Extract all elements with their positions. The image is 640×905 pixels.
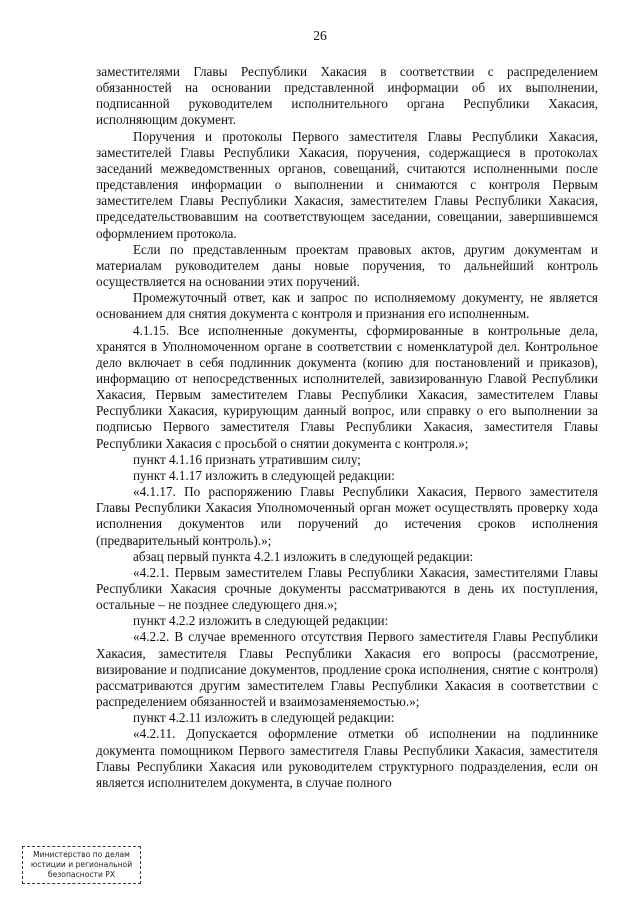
paragraph-13: пункт 4.2.11 изложить в следующей редакции: xyxy=(133,710,395,726)
paragraph-4: Промежуточный ответ, как и запрос по исполняемому документу, не является основанием для снятия документа с контроля и признания его исполненным. xyxy=(96,290,598,322)
paragraph-12: «4.2.2. В случае временного отсутствия Первого заместителя Главы Республики Хакасия, заместителя Главы Республики Хакасия его вопросы (рассмотрение, визирование и подписание документов, продление срока исполнения, снятие с контроля) рассматриваются другим заместителем Главы Республики Хакасия в соответствии с распределением обязанностей и взаимозаменяемостью.»; xyxy=(96,629,598,710)
page-number: 26 xyxy=(313,28,327,43)
stamp-line-3: безопасности РХ xyxy=(47,870,116,879)
paragraph-8: «4.1.17. По распоряжению Главы Республики Хакасия, Первого заместителя Главы Республики Хакасия Уполномоченный орган может осуществлять проверку хода исполнения документов или поручений до истечения сроков исполнения (предварительный контроль).»; xyxy=(96,484,598,548)
paragraph-9: абзац первый пункта 4.2.1 изложить в следующей редакции: xyxy=(133,548,474,564)
paragraph-10: «4.2.1. Первым заместителем Главы Республики Хакасия, заместителями Главы Республики Хакасия срочные документы рассматриваются в день их поступления, остальные – не позднее следующего дня.»; xyxy=(96,564,598,613)
paragraph-3: Если по представленным проектам правовых актов, другим документам и материалам руководителем даны новые поручения, то дальнейший контроль осуществляется на основании этих поручений. xyxy=(96,241,598,290)
paragraph-11: пункт 4.2.2 изложить в следующей редакции: xyxy=(133,613,389,629)
paragraph-14: «4.2.11. Допускается оформление отметки об исполнении на подлиннике документа помощником Первого заместителя Главы Республики Хакасия, заместителя Главы Республики Хакасия или руководителем структурного подразделения, если он является исполнителем документа, в случае полного xyxy=(96,726,598,790)
paragraph-1: заместителями Главы Республики Хакасия в соответствии с распределением обязанностей на основании представленной информации об их выполнении, подписанной руководителем исполнительного органа Республики Хакасия, исполняющим документ. xyxy=(96,64,598,128)
stamp-line-1: Министерство по делам xyxy=(33,850,130,859)
paragraph-6: пункт 4.1.16 признать утратившим силу; xyxy=(133,451,361,467)
paragraph-7: пункт 4.1.17 изложить в следующей редакции: xyxy=(133,467,395,483)
ministry-stamp xyxy=(22,846,141,884)
paragraph-2: Поручения и протоколы Первого заместителя Главы Республики Хакасия, заместителей Главы Республики Хакасия, поручения, содержащиеся в протоколах заседаний межведомственных органов, совещаний, считаются исполненными после представления информации о выполнении и снимаются с контроля Первым заместителем Главы Республики Хакасия, заместителем Главы Республики Хакасия, председательствовавшим на соответствующем заседании, совещании, завершившемся оформлением протокола. xyxy=(96,128,598,241)
document-body xyxy=(96,64,598,791)
stamp-line-2: юстиции и региональной xyxy=(30,860,133,869)
paragraph-5: 4.1.15. Все исполненные документы, сформированные в контрольные дела, хранятся в Уполномоченном органе в соответствии с номенклатурой дел. Контрольное дело включает в себя подлинник документа (копию для постановлений и приказов), информацию от непосредственных исполнителей, завизированную Главой Республики Хакасия, Первым заместителем Главы Республики Хакасия, заместителем Главы Республики Хакасия, курирующим данный вопрос, или справку о его выполнении за подписью Первого заместителя Главы Республики Хакасия, заместителя Главы Республики Хакасия с просьбой о снятии документа с контроля.»; xyxy=(96,322,598,451)
